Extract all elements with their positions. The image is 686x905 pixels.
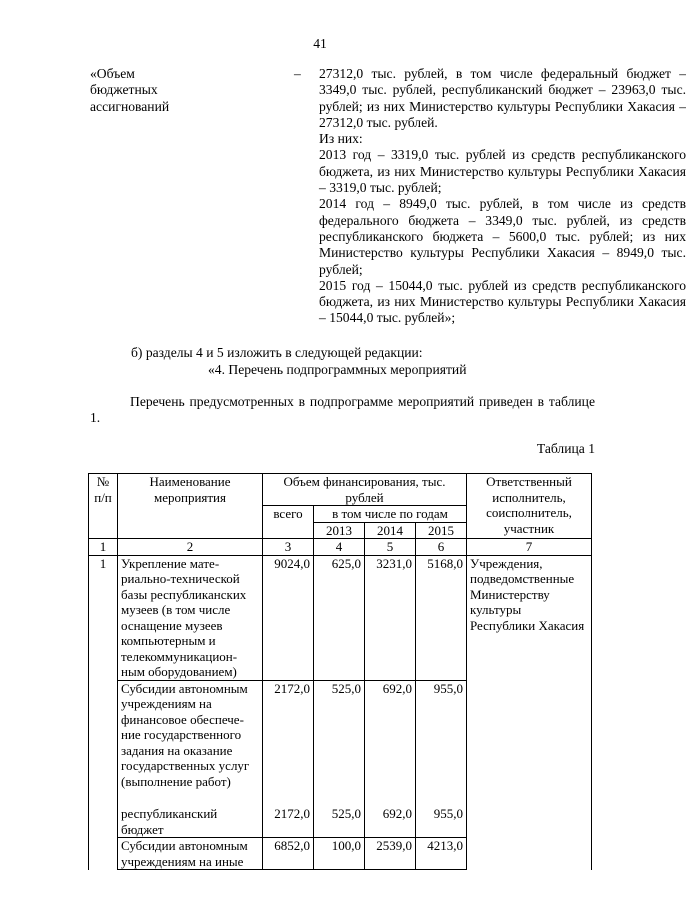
budget-paragraph: 2013 год – 3319,0 тыс. рублей из средств республиканского бюджета, из них Министерство культуры Республики Хакасия – 3319,0 тыс. рублей; [319,147,686,196]
row-name: Укрепление мате-риально-технической базы республиканских музеев (в том числе оснащение музеев компьютерным и телекоммуникацион-ным оборудованием) [118,555,263,680]
table-label: Таблица 1 [536,441,595,456]
header-responsible: Ответственный исполнитель, соисполнитель, участник [467,474,592,539]
row-name-sub: республиканский бюджет [121,806,218,837]
row-2013: 625,0 [314,555,365,680]
row-total: 9024,0 [263,555,314,680]
row-2014: 2539,0 [365,838,416,870]
row-2013-main: 525,0 [331,680,361,696]
intro-text [90,394,595,427]
budget-paragraph: 2014 год – 8949,0 тыс. рублей, в том числе из средств федерального бюджета – 3349,0 тыс. рублей, из средств республиканского бюджета – 5600,0 тыс. рублей; из них Министерство культуры Республики Хакасия – 8949,0 тыс. рублей; [319,196,686,277]
row-total-main: 2172,0 [274,680,310,696]
row-responsible: Учреждения, подведомственные Министерству культуры Республики Хакасия [467,555,592,870]
column-number: 6 [416,539,467,556]
row-2015: 5168,0 [416,555,467,680]
header-num: № п/п [89,474,118,539]
intro-paragraph: Перечень предусмотренных в подпрограмме мероприятий приведен в таблице 1. [90,394,595,426]
column-number: 4 [314,539,365,556]
row-2014 [365,680,416,838]
row-2014-sub: 692,0 [382,806,412,821]
header-by-years: в том числе по годам [314,506,467,523]
header-total: всего [263,506,314,539]
row-name-main: Субсидии автономным учреждениям на финансовое обеспече-ние государственного задания на оказание государственных услуг (выполнение работ) [121,680,250,789]
page-number: 41 [313,36,327,51]
column-number: 5 [365,539,416,556]
budget-label-line: бюджетных [90,82,158,98]
column-number: 7 [467,539,592,556]
column-number: 3 [263,539,314,556]
row-2015-main: 955,0 [433,680,463,696]
row-2013-sub: 525,0 [331,806,361,821]
row-2015-sub: 955,0 [433,806,463,821]
row-2013: 100,0 [314,838,365,870]
header-year: 2015 [416,522,467,539]
budget-label [90,66,210,115]
section-title: «4. Перечень подпрограммных мероприятий [208,362,467,377]
table-header-row [89,474,592,506]
budget-paragraph: Из них: [319,131,363,147]
row-2013 [314,680,365,838]
row-2014-main: 692,0 [382,680,412,696]
header-year: 2013 [314,522,365,539]
row-2015 [416,680,467,838]
row-num: 1 [89,555,118,870]
section-b-instruction: б) разделы 4 и 5 изложить в следующей редакции: [131,345,423,360]
column-number: 2 [118,539,263,556]
events-table [88,473,592,870]
row-total-sub: 2172,0 [274,806,310,821]
row-2015: 4213,0 [416,838,467,870]
budget-label-line: «Объем [90,66,135,81]
budget-label-line: ассигнований [90,98,170,114]
row-total: 6852,0 [263,838,314,870]
column-number: 1 [89,539,118,556]
label-dash: – [294,66,301,81]
header-name: Наименование мероприятия [118,474,263,539]
budget-description [319,66,686,327]
row-name: Субсидии автономным учреждениям на иные [118,838,263,870]
table-row [89,555,592,680]
budget-paragraph: 27312,0 тыс. рублей, в том числе федеральный бюджет – 3349,0 тыс. рублей, республиканский бюджет – 23963,0 тыс. рублей; из них Министерство культуры Республики Хакасия – 27312,0 тыс. рублей. [319,66,686,130]
row-2014: 3231,0 [365,555,416,680]
row-name [118,680,263,838]
header-year: 2014 [365,522,416,539]
header-funding: Объем финансирования, тыс. рублей [263,474,467,506]
budget-paragraph: 2015 год – 15044,0 тыс. рублей из средств республиканского бюджета, из них Министерство культуры Республики Хакасия – 15044,0 тыс. рублей»; [319,277,686,326]
column-number-row [89,539,592,556]
row-total [263,680,314,838]
